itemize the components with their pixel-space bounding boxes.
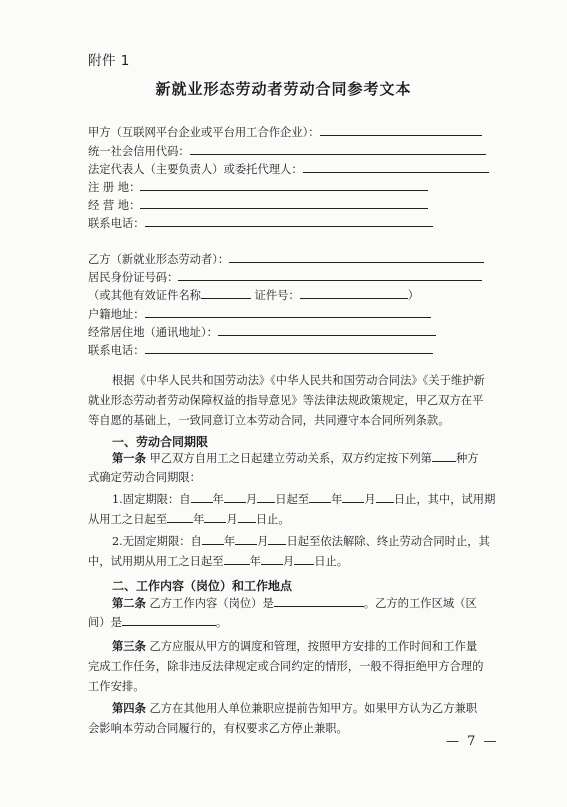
month-label: 月 bbox=[226, 513, 238, 526]
article-1-text-b: 种方 bbox=[455, 452, 479, 465]
other-id-name-blank[interactable] bbox=[201, 286, 251, 299]
probation-month-blank[interactable] bbox=[204, 510, 226, 523]
item-2-probation-month-blank[interactable] bbox=[261, 552, 283, 565]
item-2-from-text: 日起至依法解除、终止劳动合同时止，其 bbox=[286, 535, 490, 548]
residence-blank[interactable] bbox=[218, 323, 436, 336]
article-3-text: 乙方应服从甲方的调度和管理，按照甲方安排的工作时间和工作量完成工作任务，除非违反法律规定或合同约定的情形，一般不得拒绝甲方合理的工作安排。 bbox=[88, 640, 484, 693]
item-1-year-blank[interactable] bbox=[191, 490, 213, 503]
work-area-blank[interactable] bbox=[122, 613, 216, 626]
representative-blank[interactable] bbox=[303, 160, 489, 173]
credit-code-label: 统一社会信用代码： bbox=[88, 145, 190, 158]
party-a-blank[interactable] bbox=[320, 123, 482, 136]
item-2-probation-year-blank[interactable] bbox=[224, 552, 250, 565]
credit-code-blank[interactable] bbox=[190, 142, 486, 155]
item-1-day-blank[interactable] bbox=[257, 490, 275, 503]
item-1-line2 bbox=[88, 510, 290, 530]
business-address-label: 经 营 地： bbox=[88, 199, 141, 212]
article-1-line2 bbox=[88, 468, 201, 488]
article-1-label: 第一条 bbox=[112, 451, 146, 465]
party-b-phone-label: 联系电话： bbox=[88, 344, 145, 357]
probation-day-blank[interactable] bbox=[238, 510, 256, 523]
representative-label: 法定代表人（主要负责人）或委托代理人： bbox=[88, 163, 303, 176]
item-2-year-blank[interactable] bbox=[202, 532, 224, 545]
party-b-label: 乙方（新就业形态劳动者）： bbox=[88, 253, 230, 266]
party-a-phone-label: 联系电话： bbox=[88, 217, 145, 230]
party-a-line bbox=[88, 123, 482, 141]
item-1-end-year-blank[interactable] bbox=[309, 490, 331, 503]
preamble-text: 根据《中华人民共和国劳动法》《中华人民共和国劳动合同法》《关于维护新就业形态劳动者劳动保障权益的指导意见》等法律法规政策规定，甲乙双方在平等自愿的基础上，一致同意订立本劳动合同，共同遵守本合同所列条款。 bbox=[88, 374, 485, 427]
id-number-line bbox=[88, 268, 482, 286]
preamble bbox=[88, 371, 488, 431]
contract-title: 新就业形态劳动者劳动合同参考文本 bbox=[155, 80, 412, 98]
reg-address-line bbox=[88, 178, 428, 196]
representative-line bbox=[88, 160, 489, 178]
item-1-text-a: 1.固定期限：自 bbox=[112, 493, 191, 506]
article-2-text-a: 乙方工作内容（岗位）是 bbox=[149, 597, 274, 610]
id-number-blank[interactable] bbox=[178, 268, 482, 281]
article-1-choice-blank[interactable] bbox=[432, 449, 456, 462]
household-address-blank[interactable] bbox=[145, 305, 431, 318]
item-1-line1 bbox=[112, 490, 495, 510]
item-2-line2 bbox=[88, 552, 348, 572]
other-id-prefix: （或其他有效证件名称 bbox=[88, 289, 201, 302]
article-3-label: 第三条 bbox=[112, 639, 146, 653]
item-1-month-blank[interactable] bbox=[224, 490, 246, 503]
month-label: 月 bbox=[257, 535, 269, 548]
item-2-probation-text: 中，试用期从用工之日起至 bbox=[88, 555, 224, 568]
article-2-label: 第二条 bbox=[112, 596, 146, 610]
article-1-line1 bbox=[112, 448, 479, 469]
household-address-label: 户籍地址： bbox=[88, 308, 145, 321]
item-1-probation-text: 从用工之日起至 bbox=[88, 513, 168, 526]
reg-address-blank[interactable] bbox=[140, 178, 428, 191]
article-1-text-a: 甲乙双方自用工之日起建立劳动关系，双方约定按下列第 bbox=[149, 452, 432, 465]
item-2-month-blank[interactable] bbox=[235, 532, 257, 545]
item-1-line2-end: 日止。 bbox=[255, 513, 290, 526]
item-2-line2-end: 日止。 bbox=[314, 555, 349, 568]
id-number-label: 居民身份证号码： bbox=[88, 271, 179, 284]
month-label: 月 bbox=[364, 493, 376, 506]
attachment-label: 附件 1 bbox=[88, 53, 130, 69]
article-2-line2 bbox=[88, 613, 227, 633]
party-b-phone-line bbox=[88, 341, 433, 359]
year-label: 年 bbox=[193, 513, 205, 526]
article-2-text-d: 。 bbox=[215, 616, 228, 629]
month-label: 月 bbox=[245, 493, 258, 506]
item-2-line1 bbox=[112, 532, 490, 552]
other-id-number-blank[interactable] bbox=[300, 286, 408, 299]
party-b-phone-blank[interactable] bbox=[145, 341, 433, 354]
household-address-line bbox=[88, 305, 431, 323]
article-4-label: 第四条 bbox=[112, 701, 146, 715]
reg-address-label: 注 册 地： bbox=[88, 181, 141, 194]
section-1-heading: 一、劳动合同期限 bbox=[112, 435, 209, 449]
business-address-line bbox=[88, 196, 428, 214]
party-b-line bbox=[88, 250, 484, 268]
job-content-blank[interactable] bbox=[274, 594, 364, 607]
item-1-end-day-blank[interactable] bbox=[376, 490, 394, 503]
article-4 bbox=[88, 698, 488, 739]
year-label: 年 bbox=[212, 493, 224, 506]
business-address-blank[interactable] bbox=[140, 196, 428, 209]
year-label: 年 bbox=[223, 535, 236, 548]
article-4-text: 乙方在其他用人单位兼职应提前告知甲方。如果甲方认为乙方兼职会影响本劳动合同履行的，有权要求乙方停止兼职。 bbox=[88, 702, 478, 735]
article-2-text-c: 间）是 bbox=[88, 616, 122, 629]
year-label: 年 bbox=[331, 493, 343, 506]
other-id-mid: 证件号： bbox=[254, 289, 300, 302]
item-1-end-text: 日止，其中，试用期 bbox=[393, 493, 496, 506]
item-1-end-month-blank[interactable] bbox=[342, 490, 364, 503]
party-b-blank[interactable] bbox=[229, 250, 484, 263]
residence-label: 经常居住地（通讯地址）： bbox=[88, 326, 218, 339]
from-label: 日起至 bbox=[275, 493, 310, 506]
other-id-line bbox=[88, 286, 419, 304]
section-2-heading: 二、工作内容（岗位）和工作地点 bbox=[112, 579, 293, 593]
item-2-day-blank[interactable] bbox=[268, 532, 286, 545]
item-2-probation-day-blank[interactable] bbox=[294, 552, 314, 565]
item-2-text-a: 2.无固定期限：自 bbox=[112, 535, 202, 548]
article-2-text-b: 。乙方的工作区域（区 bbox=[363, 597, 477, 610]
probation-year-blank[interactable] bbox=[167, 510, 193, 523]
party-a-label: 甲方（互联网平台企业或平台用工合作企业）： bbox=[88, 126, 320, 139]
other-id-suffix: ） bbox=[407, 289, 420, 302]
page-number: — 7 — bbox=[446, 734, 499, 749]
year-label: 年 bbox=[249, 555, 261, 568]
article-2-line1 bbox=[112, 593, 477, 614]
residence-line bbox=[88, 323, 436, 341]
article-1-text-c: 式确定劳动合同期限： bbox=[88, 471, 201, 484]
article-3 bbox=[88, 636, 488, 697]
credit-code-line bbox=[88, 142, 486, 160]
party-a-phone-blank[interactable] bbox=[145, 214, 433, 227]
month-label: 月 bbox=[282, 555, 295, 568]
party-a-phone-line bbox=[88, 214, 433, 232]
